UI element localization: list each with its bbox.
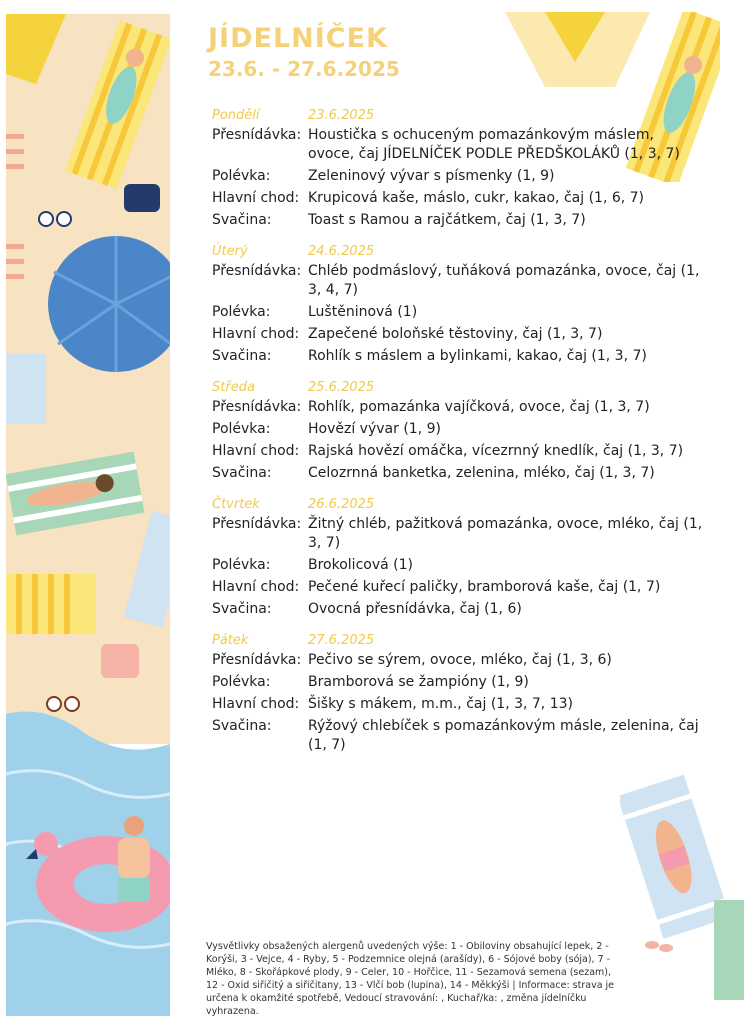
meal-text: Ovocná přesnídávka, čaj (1, 6) [308, 601, 522, 617]
day-date: 24.6.2025 [308, 244, 375, 259]
meal-label: Přesnídávka: [212, 652, 302, 668]
day-friday [212, 631, 712, 755]
beach-towel-illustration [620, 760, 744, 1010]
meal-text: Šišky s mákem, m.m., čaj (1, 3, 7, 13) [308, 696, 573, 712]
meal-label: Hlavní chod: [212, 696, 300, 712]
meal-text: Hovězí vývar (1, 9) [308, 421, 441, 437]
day-monday [212, 106, 712, 230]
meal-row [212, 673, 712, 692]
meal-label: Polévka: [212, 557, 271, 573]
meal-text: Celozrnná banketka, zelenina, mléko, čaj (1, 3, 7) [308, 465, 655, 481]
meal-text: Pečivo se sýrem, ovoce, mléko, čaj (1, 3, 6) [308, 652, 612, 668]
meal-row [212, 442, 712, 461]
meal-text: Chléb podmáslový, tuňáková pomazánka, ovoce, čaj (1, 3, 4, 7) [308, 263, 700, 298]
meal-text: Bramborová se žampióny (1, 9) [308, 674, 529, 690]
day-name: Úterý [212, 244, 248, 259]
meal-row [212, 717, 712, 755]
day-name: Středa [212, 380, 255, 395]
meal-row [212, 515, 712, 553]
meal-row [212, 126, 712, 164]
day-date: 27.6.2025 [308, 633, 375, 648]
day-date: 23.6.2025 [308, 108, 375, 123]
meal-text: Rajská hovězí omáčka, vícezrnný knedlík, čaj (1, 3, 7) [308, 443, 684, 459]
page-title: JÍDELNÍČEK [208, 23, 388, 54]
meal-text: Brokolicová (1) [308, 557, 413, 573]
meal-label: Přesnídávka: [212, 263, 302, 279]
meal-row [212, 651, 712, 670]
meal-text: Luštěninová (1) [308, 304, 418, 320]
meal-label: Přesnídávka: [212, 127, 302, 143]
meal-row [212, 420, 712, 439]
day-date: 26.6.2025 [308, 497, 375, 512]
meal-label: Svačina: [212, 601, 272, 617]
meal-row [212, 398, 712, 417]
day-header [212, 378, 712, 398]
meal-label: Přesnídávka: [212, 516, 302, 532]
meal-text: Houstička s ochuceným pomazánkovým máslem, ovoce, čaj JÍDELNÍČEK PODLE PŘEDŠKOLÁKŮ (1, 3, 7) [308, 127, 680, 162]
meal-text: Zeleninový vývar s písmenky (1, 9) [308, 168, 555, 184]
meal-row [212, 303, 712, 322]
day-header [212, 495, 712, 515]
meal-text: Zapečené boloňské těstoviny, čaj (1, 3, 7) [308, 326, 603, 342]
menu-header [208, 22, 400, 82]
day-header [212, 631, 712, 651]
day-name: Pátek [212, 633, 249, 648]
meal-text: Toast s Ramou a rajčátkem, čaj (1, 3, 7) [308, 212, 586, 228]
meal-label: Polévka: [212, 168, 271, 184]
meal-label: Svačina: [212, 212, 272, 228]
meal-label: Hlavní chod: [212, 443, 300, 459]
beach-illustration [6, 14, 170, 1016]
meal-row [212, 325, 712, 344]
meal-label: Svačina: [212, 348, 272, 364]
meal-row [212, 347, 712, 366]
meal-row [212, 464, 712, 483]
day-wednesday [212, 378, 712, 483]
meal-label: Svačina: [212, 465, 272, 481]
meal-label: Svačina: [212, 718, 272, 734]
meal-label: Polévka: [212, 674, 271, 690]
meal-row [212, 262, 712, 300]
meal-row [212, 189, 712, 208]
date-range: 23.6. - 27.6.2025 [208, 57, 400, 81]
meal-label: Hlavní chod: [212, 190, 300, 206]
day-header [212, 106, 712, 126]
meal-text: Pečené kuřecí paličky, bramborová kaše, čaj (1, 7) [308, 579, 661, 595]
day-tuesday [212, 242, 712, 366]
day-header [212, 242, 712, 262]
meal-row [212, 695, 712, 714]
meal-label: Polévka: [212, 304, 271, 320]
meal-label: Hlavní chod: [212, 579, 300, 595]
meal-text: Rohlík s máslem a bylinkami, kakao, čaj (1, 3, 7) [308, 348, 647, 364]
meal-label: Polévka: [212, 421, 271, 437]
meal-row [212, 578, 712, 597]
meal-text: Žitný chléb, pažitková pomazánka, ovoce, mléko, čaj (1, 3, 7) [308, 516, 703, 551]
meal-row [212, 556, 712, 575]
weekly-menu [212, 106, 712, 767]
day-thursday [212, 495, 712, 619]
meal-text: Rýžový chlebíček s pomazánkovým másle, zelenina, čaj (1, 7) [308, 718, 699, 753]
meal-row [212, 211, 712, 230]
meal-label: Přesnídávka: [212, 399, 302, 415]
meal-text: Rohlík, pomazánka vajíčková, ovoce, čaj (1, 3, 7) [308, 399, 650, 415]
day-date: 25.6.2025 [308, 380, 375, 395]
meal-row [212, 167, 712, 186]
allergen-legend: Vysvětlivky obsažených alergenů uvedených výše: 1 - Obiloviny obsahující lepek, 2 - Korýši, 3 - Vejce, 4 - Ryby, 5 - Podzemnice olejná (arašídy), 6 - Sójové boby (sója), 7 - Mléko, 8 - Skořápkové plody, 9 - Celer, 10 - Hořčice, 11 - Sezamová semena (sezam), 12 - Oxid siřičitý a siřičitany, 13 - Vlčí bob (lupina), 14 - Měkkýši | Informace: strava je určena k okamžité spotřebě, Vedoucí stravování: , Kuchař/ka: , změna jídelníčku vyhrazena. [206, 941, 615, 1017]
meal-label: Hlavní chod: [212, 326, 300, 342]
meal-text: Krupicová kaše, máslo, cukr, kakao, čaj (1, 6, 7) [308, 190, 645, 206]
meal-row [212, 600, 712, 619]
day-name: Čtvrtek [212, 497, 260, 512]
day-name: Pondělí [212, 108, 260, 123]
